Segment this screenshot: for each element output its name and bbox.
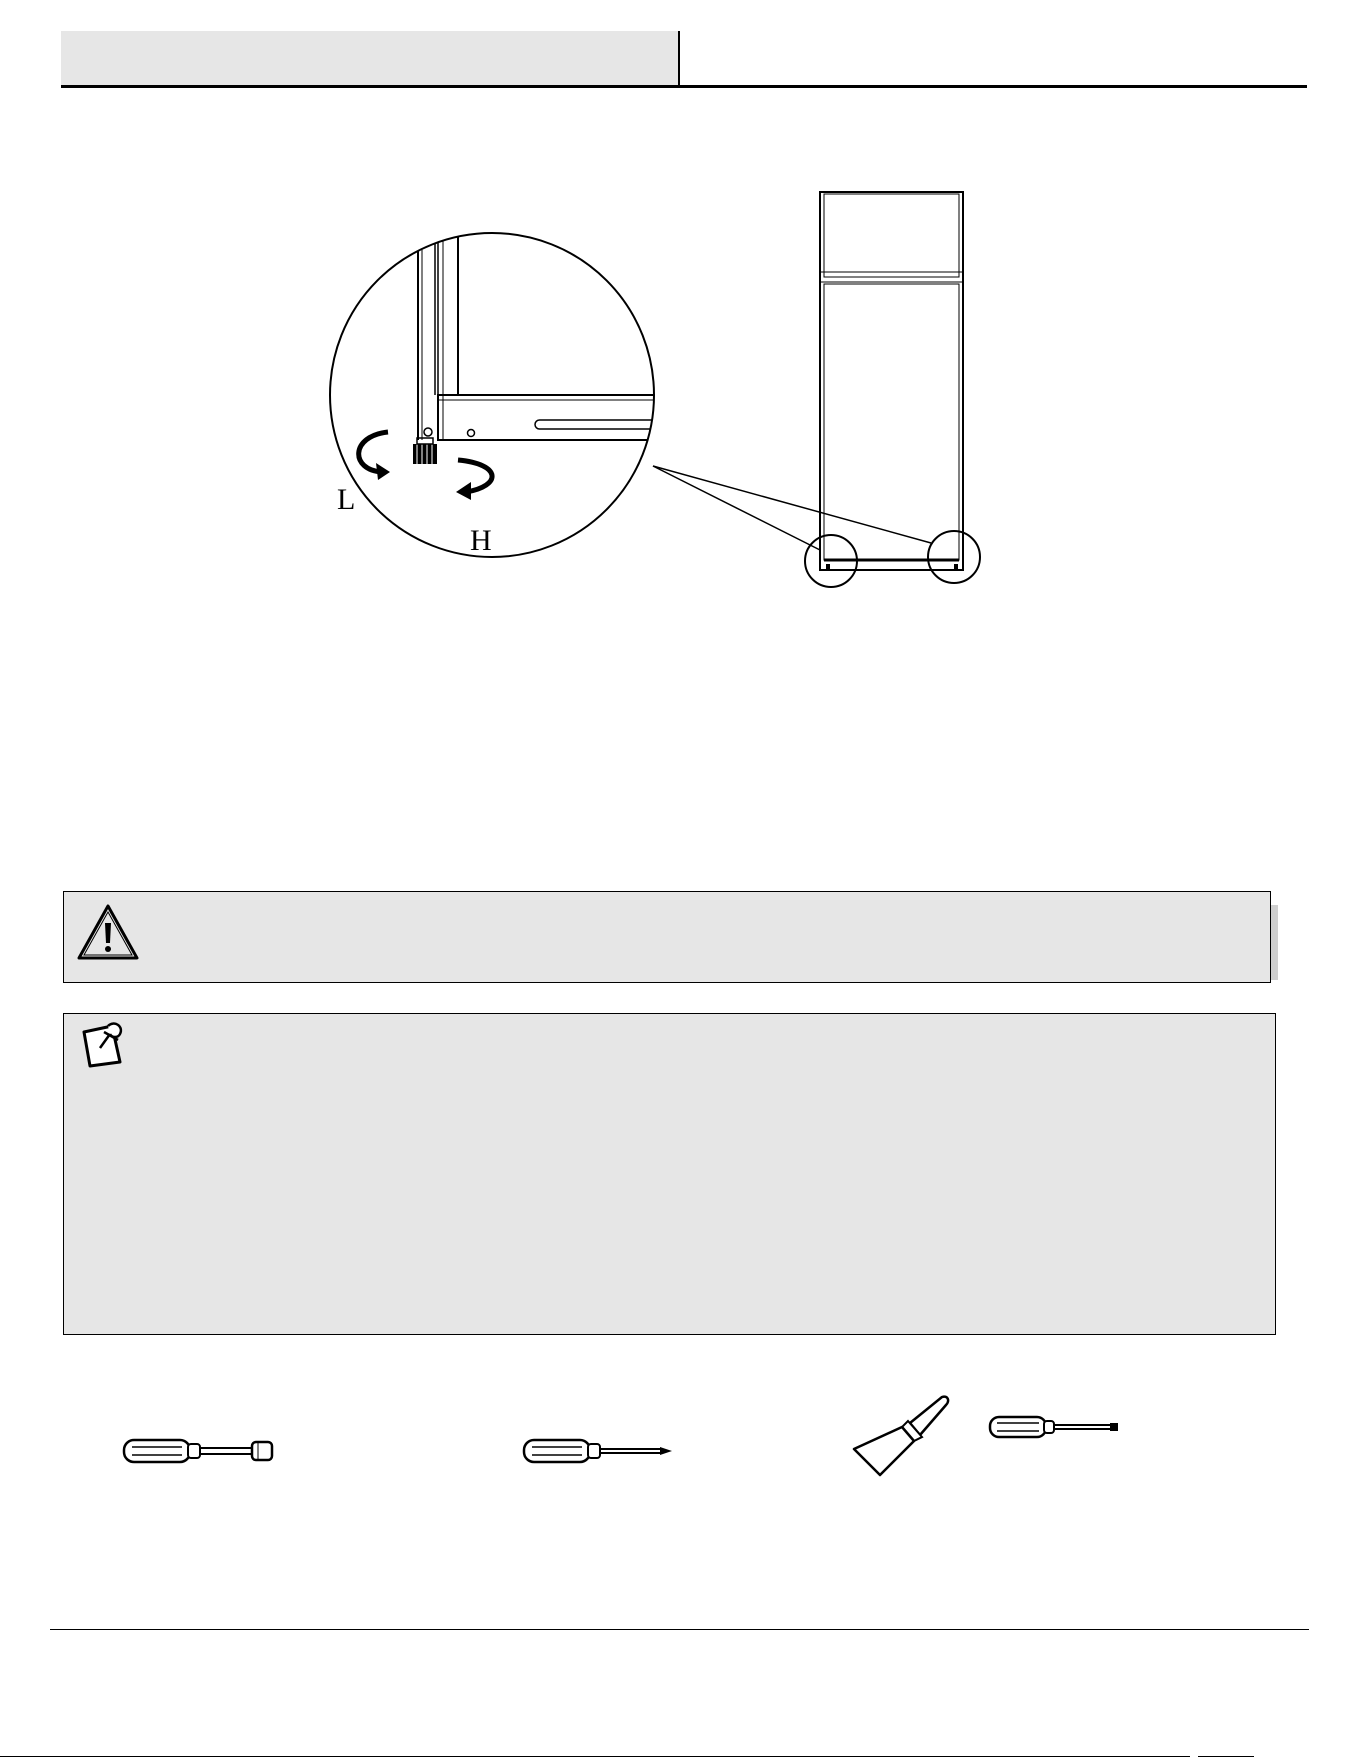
footer-rule <box>50 1629 1309 1630</box>
label-high: H <box>470 524 492 557</box>
refrigerator-outline <box>820 192 963 570</box>
bottom-rule <box>0 1756 1190 1757</box>
pushpin-note-icon <box>80 1020 130 1070</box>
foot-callout-right <box>928 531 980 583</box>
putty-knife-icon <box>850 1393 950 1478</box>
phillips-screwdriver-icon <box>522 1436 674 1466</box>
warning-panel <box>63 891 1271 983</box>
leveling-diagram-svg <box>290 180 1010 600</box>
nut-driver-icon <box>122 1436 274 1466</box>
warning-panel-shadow <box>1271 905 1278 980</box>
header-tab <box>61 31 678 85</box>
note-panel <box>63 1013 1276 1335</box>
magnified-foot-detail <box>359 220 675 500</box>
flathead-screwdriver-icon <box>988 1414 1120 1440</box>
label-low: L <box>337 483 356 516</box>
bottom-rule-short <box>1198 1756 1254 1757</box>
warning-triangle-icon <box>76 903 140 961</box>
header-divider <box>678 31 680 87</box>
header-rule <box>61 85 1307 88</box>
leveling-leg-diagram <box>290 180 1010 600</box>
